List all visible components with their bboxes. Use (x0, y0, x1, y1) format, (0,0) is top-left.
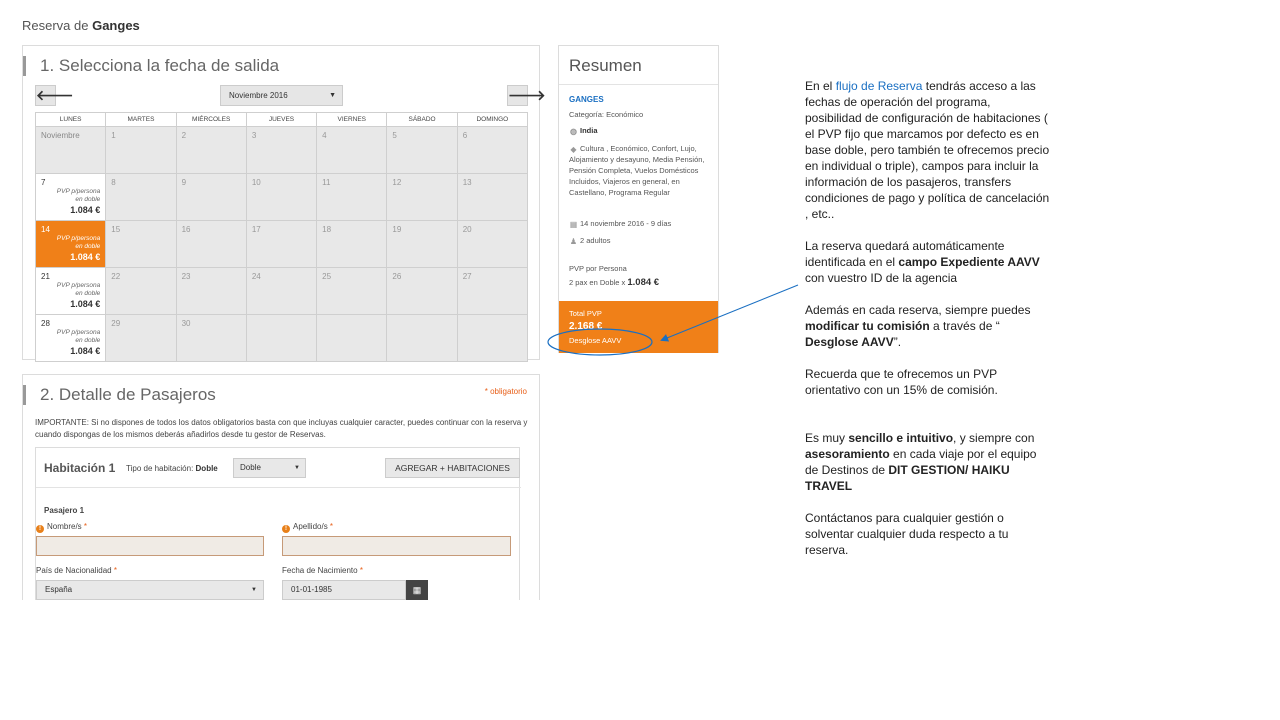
weekday-header: JUEVES (246, 113, 316, 127)
important-note: IMPORTANTE: Si no dispones de todos los datos obligatorios basta con que incluyas cualquier caracter, puedes continuar con la reserva y cuando dispongas de los mismos deberás añadirlos desde tu gestor de Reservas. (35, 418, 528, 439)
calendar-day (387, 221, 457, 268)
summary-dates (569, 219, 671, 228)
calendar-icon: ▦ (569, 220, 578, 229)
caret-down-icon: ▼ (294, 465, 300, 471)
summary-program-name: GANGES (569, 95, 604, 104)
person-icon: ♟ (569, 237, 578, 246)
explain-p2-a: La reserva quedará automáticamente identificada en el (805, 239, 1005, 269)
summary-pax (569, 236, 610, 245)
divider (559, 84, 718, 85)
calendar-day (106, 268, 176, 315)
date-selection-panel (22, 45, 546, 360)
day-price: 1.084 € (70, 299, 101, 309)
room-box (35, 447, 520, 600)
calendar-day (176, 174, 246, 221)
required-mark: * (359, 566, 363, 575)
weekday-header: SÁBADO (387, 113, 457, 127)
summary-title: Resumen (569, 56, 642, 75)
summary-pvp-line-text: 2 pax en Doble x (569, 278, 628, 287)
explain-p3-b: modificar tu comisión (805, 319, 930, 333)
day-pvp-label (57, 329, 100, 344)
booking-flow-link: flujo de Reserva (835, 79, 923, 93)
calendar-day (106, 221, 176, 268)
nationality-select[interactable] (36, 580, 264, 600)
section-title-date: 1. Selecciona la fecha de salida (23, 56, 279, 76)
calendar-day (457, 221, 527, 268)
day-pvp-label (57, 235, 100, 250)
explain-paragraph-1 (805, 78, 1050, 222)
birth-date-input[interactable]: 01-01-1985 (282, 580, 406, 600)
day-number: 5 (392, 131, 397, 140)
arrow-left-icon: 🡐 (36, 87, 74, 103)
calendar-day (457, 174, 527, 221)
day-number: 29 (111, 319, 121, 328)
warning-icon: ! (36, 525, 44, 533)
pvp-line: en doble (75, 242, 101, 250)
month-select[interactable] (220, 85, 343, 106)
first-name-label (36, 522, 87, 533)
day-pvp-label (57, 188, 100, 203)
day-number: 30 (181, 319, 191, 328)
day-number: 26 (392, 272, 402, 281)
pvp-line: en doble (75, 195, 101, 203)
day-number: 13 (462, 178, 472, 187)
day-price: 1.084 € (70, 252, 101, 262)
summary-country (569, 126, 598, 135)
room-type-select[interactable] (233, 458, 306, 478)
first-name-input[interactable] (36, 536, 264, 556)
explain-paragraph-2 (805, 238, 1050, 286)
calendar-day (106, 127, 176, 174)
explain-p5-e: en cada viaje por el equipo de Destinos de (805, 447, 1037, 477)
calendar-day (176, 221, 246, 268)
day-number: 6 (462, 131, 468, 140)
calendar-day (106, 174, 176, 221)
day-number: 28 (41, 319, 50, 328)
passenger-details-panel (22, 374, 540, 600)
calendar-day-available[interactable] (36, 268, 106, 315)
calendar-day (246, 268, 316, 315)
day-number: 20 (462, 225, 472, 234)
nationality-select-value: España (45, 585, 73, 594)
day-number: 24 (251, 272, 261, 281)
calendar-day (317, 221, 387, 268)
total-value: 2.168 € (569, 321, 603, 332)
day-number: 22 (111, 272, 121, 281)
calendar-day (387, 268, 457, 315)
required-mark: * (83, 522, 88, 531)
warning-icon: ! (282, 525, 290, 533)
day-number: Noviembre (41, 131, 80, 140)
calendar-day (246, 221, 316, 268)
explain-paragraph-3 (805, 302, 1050, 350)
calendar-week-row (36, 127, 528, 174)
calendar-day (176, 268, 246, 315)
weekday-header: MARTES (106, 113, 176, 127)
weekday-header: MIÉRCOLES (176, 113, 246, 127)
calendar-week-row (36, 268, 528, 315)
explain-p3-c: a través de “ (929, 319, 1000, 333)
birth-date-label (282, 566, 363, 575)
day-number: 11 (322, 178, 331, 187)
explanation-text (805, 78, 1050, 574)
calendar-day (36, 127, 106, 174)
day-number: 16 (181, 225, 191, 234)
caret-down-icon: ▼ (251, 587, 257, 593)
day-pvp-label (57, 282, 100, 297)
pvp-line: PVP p/persona (56, 329, 101, 336)
month-select-value: Noviembre 2016 (229, 91, 288, 100)
room-type-label-text: Tipo de habitación: (126, 464, 196, 473)
total-box (559, 301, 718, 353)
day-number: 12 (392, 178, 402, 187)
calendar-day-available[interactable] (36, 174, 106, 221)
explain-p5-c: , y siempre con (953, 431, 1035, 445)
explain-p5-d: asesoramiento (805, 447, 890, 461)
calendar-day (387, 174, 457, 221)
next-month-button[interactable] (507, 85, 546, 106)
summary-country-text: India (580, 126, 598, 135)
day-number: 18 (322, 225, 332, 234)
day-number: 15 (111, 225, 121, 234)
calendar-day-available[interactable] (36, 315, 106, 362)
explain-p3-a: Además en cada reserva, siempre puedes (805, 303, 1031, 317)
room-title: Habitación 1 (44, 461, 116, 475)
room-type-select-value: Doble (240, 463, 261, 472)
divider (36, 487, 521, 488)
day-number: 2 (181, 131, 187, 140)
explain-p1-b: tendrás acceso a las fechas de operación del programa, posibilidad de configuración de habitaciones ( el PVP fijo que marcamos por defecto es en base doble, pero también te ofrecemos precio en individual o triple), campos para incluir la información de los pasajeros, transfers condiciones de pago y política de cancelación , etc.. (805, 79, 1050, 221)
pvp-line: PVP p/persona (56, 282, 101, 289)
required-mark: * (113, 566, 117, 575)
caret-down-icon: ▼ (329, 92, 336, 99)
day-number: 9 (181, 178, 187, 187)
calendar-day (246, 174, 316, 221)
explain-paragraph-5 (805, 430, 1050, 494)
summary-dates-text: 14 noviembre 2016 - 9 días (580, 219, 672, 228)
calendar-day (317, 268, 387, 315)
pvp-line: en doble (75, 289, 101, 297)
explain-p5-f: DIT GESTION/ HAIKU TRAVEL (805, 463, 1010, 493)
summary-panel (558, 45, 719, 353)
explain-p3-e: ”. (893, 335, 902, 349)
day-number: 14 (41, 225, 50, 234)
calendar-day (317, 127, 387, 174)
day-number: 4 (322, 131, 327, 140)
heading-program-name: Ganges (92, 18, 140, 33)
day-number: 17 (251, 225, 261, 234)
summary-pvp-label: PVP por Persona (569, 264, 627, 273)
prev-month-button[interactable] (35, 85, 74, 106)
day-number: 21 (41, 272, 50, 281)
calendar-day (387, 127, 457, 174)
calendar-day (106, 315, 176, 362)
total-label: Total PVP (569, 309, 602, 318)
required-mark: * (329, 522, 334, 531)
calendar-day-available[interactable] (36, 221, 106, 268)
day-number: 3 (251, 131, 257, 140)
calendar-day-empty (317, 315, 387, 362)
required-note: * obligatorio (484, 387, 527, 396)
calendar-week-row (36, 315, 528, 362)
day-price: 1.084 € (70, 346, 101, 356)
calendar-day-empty (387, 315, 457, 362)
weekday-header: LUNES (36, 113, 106, 127)
globe-icon: ◍ (570, 127, 577, 136)
summary-tags-text: Cultura , Económico, Confort, Lujo, Alojamiento y desayuno, Media Pensión, Pensión Completa, Vuelos Domésticos Incluidos, Viajeros en general, en Castellano, Programa Regular (569, 144, 705, 197)
last-name-input[interactable] (282, 536, 511, 556)
explain-paragraph-4: Recuerda que te ofrecemos un PVP orientativo con un 15% de comisión. (805, 367, 998, 397)
add-rooms-button[interactable]: AGREGAR + HABITACIONES (385, 458, 520, 478)
pvp-line: PVP p/persona (56, 235, 101, 242)
summary-category: Categoría: Económico (569, 110, 644, 119)
day-number: 27 (462, 272, 472, 281)
summary-pvp-value: 1.084 € (627, 277, 660, 288)
day-number: 25 (322, 272, 332, 281)
calendar-day-empty (457, 315, 527, 362)
calendar-week-row (36, 221, 528, 268)
passenger-label: Pasajero 1 (44, 506, 85, 515)
breakdown-aavv-link[interactable]: Desglose AAVV (569, 336, 622, 345)
arrow-right-icon: 🡒 (508, 87, 546, 103)
explain-p1-a: En el (805, 79, 836, 93)
section-title-passengers: 2. Detalle de Pasajeros (23, 385, 216, 405)
pvp-line: PVP p/persona (56, 188, 101, 195)
calendar-day (176, 315, 246, 362)
explain-p2-c: con vuestro ID de la agencia (805, 271, 958, 285)
calendar-day-empty (246, 315, 316, 362)
explain-p3-d: Desglose AAVV (805, 335, 894, 349)
pvp-line: en doble (75, 336, 101, 344)
heading-prefix: Reserva de (22, 18, 93, 33)
page-heading (22, 18, 140, 33)
calendar-grid (35, 112, 528, 362)
weekday-header: DOMINGO (457, 113, 527, 127)
calendar-day (176, 127, 246, 174)
room-type-label-value: Doble (195, 464, 218, 473)
calendar-navigation (35, 85, 546, 106)
room-type-label (126, 464, 218, 473)
day-number: 23 (181, 272, 191, 281)
nationality-label (36, 566, 117, 575)
last-name-label-text: Apellido/s (293, 522, 328, 531)
day-number: 1 (111, 131, 116, 140)
calendar-day (317, 174, 387, 221)
explain-p5-b: sencillo e intuitivo (848, 431, 954, 445)
calendar-day (246, 127, 316, 174)
tag-icon: ◆ (570, 145, 577, 154)
calendar-icon[interactable]: ▦ (406, 580, 428, 600)
summary-pax-text: 2 adultos (580, 236, 611, 245)
weekday-header: VIERNES (317, 113, 387, 127)
day-number: 7 (41, 178, 46, 187)
last-name-label (282, 522, 333, 533)
day-number: 10 (251, 178, 261, 187)
explain-p5-a: Es muy (805, 431, 849, 445)
day-price: 1.084 € (70, 205, 101, 215)
calendar-week-row (36, 174, 528, 221)
summary-pvp-line (569, 277, 659, 288)
day-number: 8 (111, 178, 116, 187)
nationality-label-text: País de Nacionalidad (36, 566, 112, 575)
calendar-day (457, 127, 527, 174)
explain-p2-b: campo Expediente AAVV (898, 255, 1040, 269)
first-name-label-text: Nombre/s (47, 522, 82, 531)
day-number: 19 (392, 225, 402, 234)
explain-paragraph-6: Contáctanos para cualquier gestión o solventar cualquier duda respecto a tu reserva. (805, 511, 1009, 557)
birth-date-label-text: Fecha de Nacimiento (282, 566, 358, 575)
summary-tags (569, 143, 715, 198)
calendar-day (457, 268, 527, 315)
